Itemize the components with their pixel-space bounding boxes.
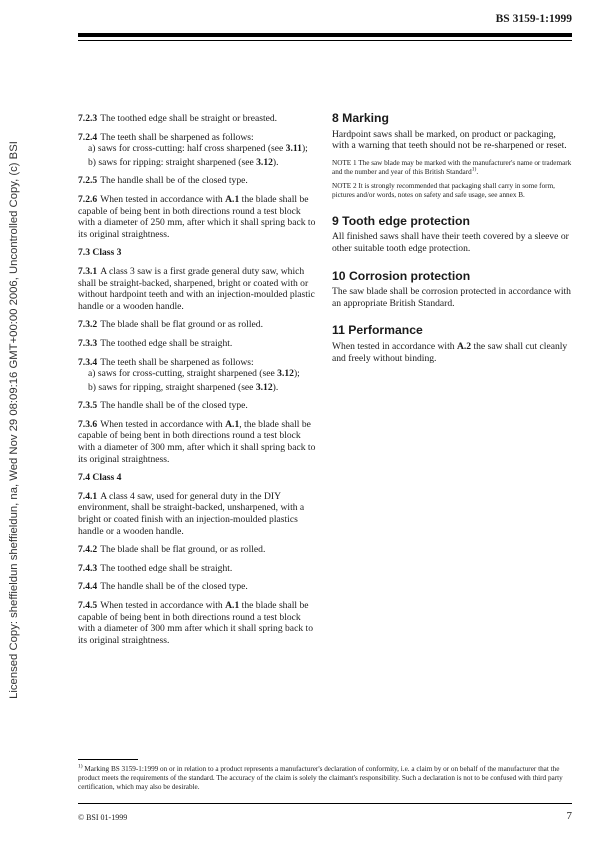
clause-text: A class 3 saw is a first grade general duty saw, which shall be straight-backed, sharpened, bright or coated with or without hardpoint teeth and with an injection-moulded plastic handle or a wooden handle. (78, 265, 315, 312)
footnote-marker: 1) (471, 166, 477, 173)
clause-number: 7.3.1 (78, 265, 98, 277)
clause-text: The teeth shall be sharpened as follows: (100, 131, 254, 143)
footnote (78, 765, 572, 793)
clause-text: The handle shall be of the closed type. (100, 175, 248, 187)
footer-rule (78, 803, 572, 804)
clause-7-4-4 (78, 581, 320, 593)
clause-7-3-4 (78, 357, 320, 394)
section-heading: 10 Corrosion protection (332, 268, 471, 283)
copyright-notice: © BSI 01-1999 (78, 813, 128, 822)
cross-reference: 3.12 (277, 368, 294, 380)
section-heading: 11 Performance (332, 323, 423, 338)
cross-reference: A.1 (225, 193, 240, 205)
cross-reference: A.1 (225, 600, 240, 611)
clause-text: A class 4 saw, used for general duty in the DIY environment, shall be straight-backed, unsharpened, with a bright or coated finish with an injection-moulded plastics handle or a wooden handle. (78, 490, 305, 537)
clause-7-2-5 (78, 175, 320, 187)
clause-text: The toothed edge shall be straight or breasted. (100, 113, 278, 124)
clause-number: 7.3.2 (78, 319, 98, 331)
clause-text: The handle shall be of the closed type. (100, 400, 248, 412)
header-rule-thick (78, 33, 572, 37)
clause-text: The teeth shall be sharpened as follows: (100, 356, 254, 368)
section-text: The saw blade shall be corrosion protected in accordance with an appropriate British Standard. (332, 286, 571, 309)
clause-number: 7.3.5 (78, 400, 98, 412)
section-text: Hardpoint saws shall be marked, on product or packaging, with a warning that teeth should not be re-sharpened or reset. (332, 128, 567, 152)
clause-number: 7.4.2 (78, 544, 98, 556)
document-id: BS 3159-1:1999 (495, 13, 572, 25)
section-text: All finished saws shall have their teeth covered by a sleeve or other suitable tooth edge protection. (332, 231, 569, 254)
list-item-a: a) saws for cross-cutting, straight sharpened (see 3.12); (88, 368, 300, 380)
cross-reference: 3.12 (256, 156, 273, 168)
clause-7-4-2 (78, 544, 320, 556)
list-item-b: b) saws for ripping: straight sharpened (see 3.12). (88, 156, 279, 168)
right-column (332, 113, 572, 380)
clause-7-4-3 (78, 563, 320, 575)
section-heading: 8 Marking (332, 111, 389, 125)
clause-7-3-1 (78, 266, 320, 312)
clause-number: 7.2.4 (78, 131, 98, 143)
clause-number: 7.3.6 (78, 418, 98, 430)
note-1: NOTE 1 The saw blade may be marked with the manufacturer's name or trademark and the number and year of this British Standard$^{1)}$. (332, 158, 572, 176)
section-text: When tested in accordance with A.2 the saw shall cut cleanly and freely without binding. (332, 340, 568, 364)
clause-text: The toothed edge shall be straight. (100, 562, 233, 574)
clause-number: 7.4.1 (78, 490, 98, 502)
section-11-performance (332, 325, 572, 364)
list-item-a: a) saws for cross-cutting: half cross sharpened (see 3.11); (88, 143, 308, 155)
clause-7-2-3 (78, 113, 320, 125)
clause-text: The toothed edge shall be straight. (100, 337, 233, 349)
subsection-heading-class-4: 7.4 Class 4 (78, 472, 122, 484)
clause-number: 7.3.4 (78, 356, 98, 368)
cross-reference: 3.11 (285, 143, 302, 155)
clause-text: The blade shall be flat ground, or as rolled. (100, 544, 266, 556)
page-number: 7 (566, 810, 572, 822)
clause-number: 7.4.3 (78, 562, 98, 574)
license-watermark (4, 100, 24, 740)
clause-7-3-2 (78, 319, 320, 331)
footnote-marker: 1) (78, 763, 83, 770)
footnote-rule (78, 759, 138, 760)
clause-number: 7.4.5 (78, 600, 98, 611)
clause-text: The handle shall be of the closed type. (100, 581, 248, 593)
left-column (78, 113, 320, 653)
clause-number: 7.3.3 (78, 337, 98, 349)
subsection-heading-class-3: 7.3 Class 3 (78, 247, 122, 259)
list-item-b: b) saws for ripping, straight sharpened (see 3.12). (88, 381, 279, 393)
clause-number: 7.2.6 (78, 193, 98, 205)
license-text: Licensed Copy: sheffieldun sheffieldun, na, Wed Nov 29 08:09:16 GMT+00:00 2006, Uncontrolled Copy, (c) BSI (8, 141, 21, 699)
section-10-corrosion-protection (332, 268, 572, 310)
section-8-marking (332, 113, 572, 200)
section-heading: 9 Tooth edge protection (332, 213, 470, 228)
cross-reference: A.2 (456, 340, 472, 352)
clause-7-4-1 (78, 491, 320, 537)
footnote-text: Marking BS 3159-1:1999 on or in relation to a product represents a manufacturer's declaration of conformity, i.e. a claim by or on behalf of the manufacturer that the product meets the requirements of the standard. The accuracy of the claim is solely the claimant's responsibility. Such a declaration is not to be confused with third party certification, which may also be desirable. (78, 765, 563, 792)
section-9-tooth-edge-protection (332, 213, 572, 255)
clause-number: 7.4.4 (78, 581, 98, 593)
note-2: NOTE 2 It is strongly recommended that packaging shall carry in some form, pictures and/or words, notes on safety and safe usage, see annex B. (332, 181, 555, 199)
clause-7-4-5: 7.4.5 When tested in accordance with A.1 the blade shall be capable of being bent in both directions round a test block with a diameter of 300 mm after which it shall spring back to its original straightness. (78, 600, 313, 646)
clause-7-2-6: 7.2.6 When tested in accordance with A.1 the blade shall be capable of being bent in both directions round a test block with a diameter of 250 mm, after which it shall spring back to its original straightness. (78, 193, 316, 240)
cross-reference: A.1 (225, 418, 240, 430)
clause-text: The blade shall be flat ground or as rolled. (100, 319, 263, 331)
clause-number: 7.2.5 (78, 175, 98, 187)
header-rule-thin (78, 40, 572, 41)
clause-7-2-4 (78, 132, 320, 169)
clause-7-3-5 (78, 400, 320, 412)
clause-7-3-6: 7.3.6 When tested in accordance with A.1, the blade shall be capable of being bent in both directions round a test block with a diameter of 300 mm, after which it shall spring back to its original straightness. (78, 418, 316, 465)
clause-number: 7.2.3 (78, 113, 98, 124)
cross-reference: 3.12 (255, 381, 273, 393)
clause-7-3-3 (78, 338, 320, 350)
